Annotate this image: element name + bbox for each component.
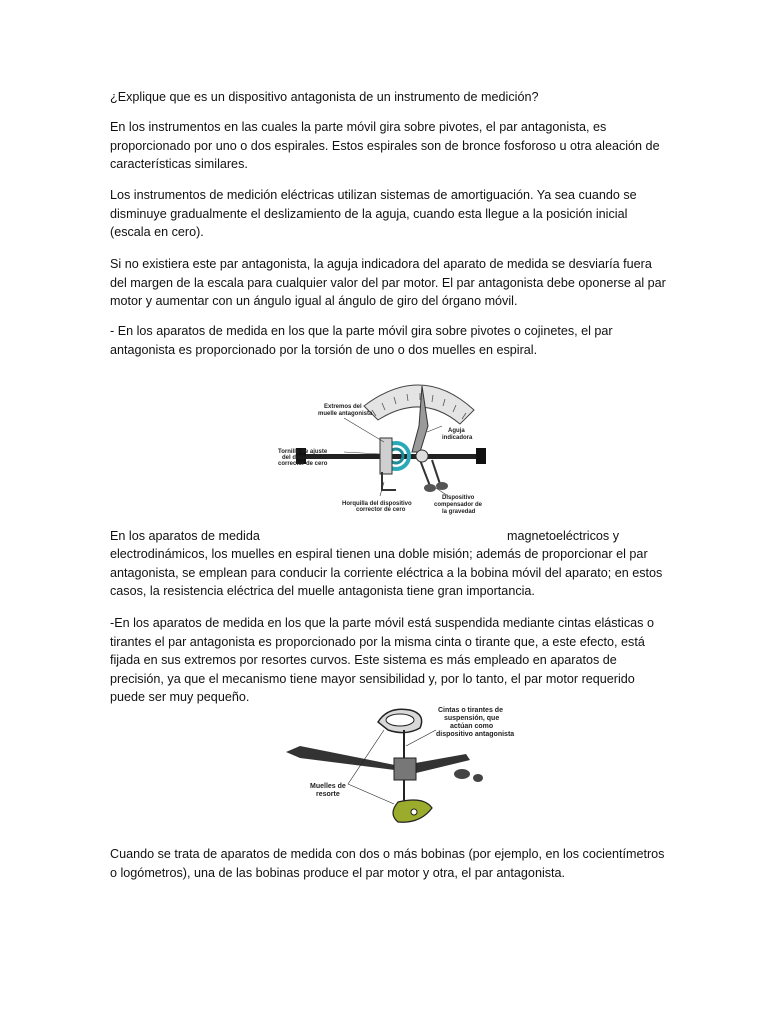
label-dispositivo-line3: la gravedad [442, 509, 476, 515]
upper-spring-hole [386, 714, 414, 726]
label-dispositivo-line1: Dispositivo [442, 495, 475, 501]
label-cintas-line2: suspensión, que [444, 715, 500, 722]
paragraph-6: -En los aparatos de medida en los que la parte móvil está suspendida mediante cintas elásticas o tirantes el par antagonista es proporcionado por la misma cinta o tirante que, a este efecto, está fijada en sus extremos por resortes curvos. Este sistema es más empleado en aparatos de precisión, ya que el mecanismo tiene mayor sensibilidad y, por lo tanto, el par motor requerido puede ser muy pequeño. [110, 616, 654, 704]
paragraph-4: - En los aparatos de medida en los que la parte móvil gira sobre pivotes o cojinetes, el par antagonista es proporcionado por la torsión de uno o dos muelles en espiral. [110, 324, 613, 357]
label-horquilla-line1: Horquilla del dispositivo [342, 501, 412, 507]
weight-2 [473, 774, 483, 782]
paragraph-1: En los instrumentos en las cuales la parte móvil gira sobre pivotes, el par antagonista, es proporcionado por uno o dos espirales. Estos espirales son de bronce fosforoso u otra aleación de características similares. [110, 120, 660, 171]
dial-scale-shape [364, 385, 474, 424]
label-dispositivo-line2: compensador de [434, 502, 483, 508]
label-aguja-line2: indicadora [442, 435, 473, 441]
coil-body-shape [394, 758, 416, 780]
label-cintas-line4: dispositivo antagonista [436, 731, 515, 738]
paragraph-5-start: En los aparatos de medida [110, 529, 260, 543]
paragraph-2: Los instrumentos de medición eléctricas utilizan sistemas de amortiguación. Ya sea cuando se disminuye gradualmente el deslizamiento de la aguja, cuando esta llegue a la posición inicial (escala en cero). [110, 188, 637, 239]
compensator-weight-left [424, 484, 436, 492]
label-cintas-line3: actúan como [450, 723, 494, 730]
compensator-shape [420, 460, 440, 486]
paragraph-5-gap-word: magnetoeléctricos y [507, 529, 619, 543]
label-tornillo-line1: Tornillo de ajuste [278, 449, 328, 455]
figure-pivot-spring-diagram [272, 368, 502, 523]
label-horquilla-line2: corrector de cero [356, 507, 406, 513]
weight-1 [454, 769, 470, 779]
label-tornillo-line3: corrector de cero [278, 461, 328, 467]
paragraph-7: Cuando se trata de aparatos de medida con dos o más bobinas (por ejemplo, en los cocientímetros o logómetros), una de las bobinas produce el par motor y otra, el par antagonista. [110, 847, 665, 880]
compensator-weight-right [436, 482, 448, 490]
hub-shape [416, 450, 428, 462]
right-weight-shape [476, 448, 486, 464]
label-extremos-line2: muelle antagonista [318, 411, 373, 417]
fork-shape [382, 472, 396, 490]
question-heading: ¿Explique que es un dispositivo antagonista de un instrumento de medición? [110, 90, 539, 104]
long-needle-shape [286, 746, 410, 772]
label-muelles-line2: resorte [316, 791, 340, 798]
paragraph-3: Si no existiera este par antagonista, la aguja indicadora del aparato de medida se desviaría fuera del margen de la escala para cualquier valor del par motor. El par antagonista debe oponerse al par motor y aumentar con un ángulo igual al ángulo de giro del órgano móvil. [110, 257, 666, 308]
label-aguja-line1: Aguja [448, 428, 465, 434]
pivot-block-shape [380, 438, 392, 474]
label-extremos-line1: Extremos del [324, 404, 362, 410]
figure-taut-band-diagram [280, 700, 540, 835]
label-tornillo-line2: del dispositivo [282, 455, 325, 461]
lower-spring-hole [411, 809, 417, 815]
label-muelles-line1: Muelles de [310, 783, 346, 790]
paragraph-5-rest: electrodinámicos, los muelles en espiral tienen una doble misión; además de proporcionar el par antagonista, se emplean para conducir la corriente eléctrica a la bobina móvil del aparato; en estos casos, la resistencia eléctrica del muelle antagonista tiene gran importancia. [110, 547, 663, 598]
label-cintas-line1: Cintas o tirantes de [438, 707, 503, 714]
